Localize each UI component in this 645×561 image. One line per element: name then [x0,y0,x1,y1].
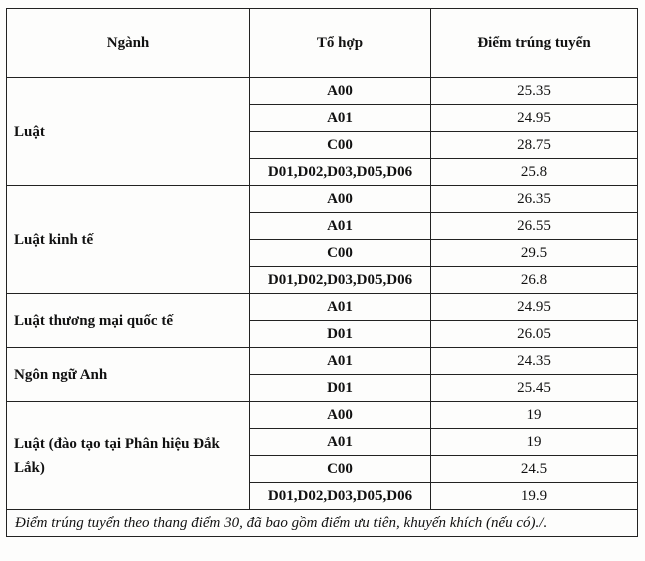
major-name-cell: Luật thương mại quốc tế [7,294,250,348]
table-row [7,186,638,213]
score-cell: 25.8 [431,159,638,186]
combination-cell: A01 [250,213,431,240]
combination-cell: A01 [250,429,431,456]
combination-cell: D01,D02,D03,D05,D06 [250,267,431,294]
combination-cell: D01 [250,321,431,348]
combination-cell: C00 [250,456,431,483]
combination-cell: A00 [250,186,431,213]
score-cell: 26.35 [431,186,638,213]
score-cell: 24.95 [431,105,638,132]
combination-cell: C00 [250,240,431,267]
table-body [7,78,638,510]
score-cell: 19.9 [431,483,638,510]
table-note-row [7,510,638,537]
major-name-cell: Luật kinh tế [7,186,250,294]
footnote: Điểm trúng tuyển theo thang điểm 30, đã bao gồm điểm ưu tiên, khuyến khích (nếu có)./. [7,510,638,537]
score-cell: 24.95 [431,294,638,321]
header-major: Ngành [7,9,250,78]
combination-cell: C00 [250,132,431,159]
header-combination: Tổ hợp [250,9,431,78]
score-cell: 29.5 [431,240,638,267]
score-cell: 26.8 [431,267,638,294]
admission-scores-table [6,8,638,537]
combination-cell: A01 [250,294,431,321]
score-cell: 19 [431,429,638,456]
score-cell: 25.45 [431,375,638,402]
score-cell: 25.35 [431,78,638,105]
combination-cell: A00 [250,402,431,429]
combination-cell: D01 [250,375,431,402]
combination-cell: A01 [250,105,431,132]
combination-cell: D01,D02,D03,D05,D06 [250,159,431,186]
table-row [7,348,638,375]
score-cell: 26.55 [431,213,638,240]
table-row [7,294,638,321]
table-header-row [7,9,638,78]
table-row [7,402,638,429]
score-cell: 26.05 [431,321,638,348]
major-name-cell: Luật (đào tạo tại Phân hiệu Đắk Lắk) [7,402,250,510]
combination-cell: D01,D02,D03,D05,D06 [250,483,431,510]
combination-cell: A01 [250,348,431,375]
score-cell: 24.5 [431,456,638,483]
score-cell: 24.35 [431,348,638,375]
major-name-cell: Luật [7,78,250,186]
table-row [7,78,638,105]
combination-cell: A00 [250,78,431,105]
major-name-cell: Ngôn ngữ Anh [7,348,250,402]
header-admission-score: Điểm trúng tuyển [431,9,638,78]
score-cell: 19 [431,402,638,429]
score-cell: 28.75 [431,132,638,159]
